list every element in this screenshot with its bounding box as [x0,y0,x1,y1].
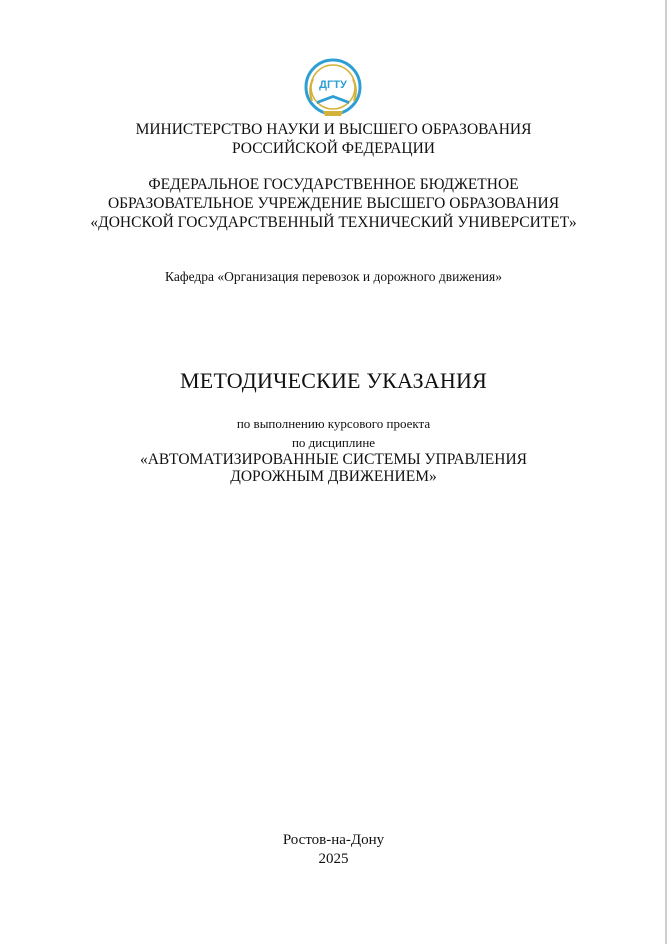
document-title-text: МЕТОДИЧЕСКИЕ УКАЗАНИЯ [180,368,487,393]
discipline-line: «АВТОМАТИЗИРОВАННЫЕ СИСТЕМЫ УПРАВЛЕНИЯ [139,451,527,468]
document-subtitle [0,414,667,452]
department-line: Кафедра «Организация перевозок и дорожного движения» [165,269,502,284]
subtitle-line: по выполнению курсового проекта [236,416,431,431]
footer-year: 2025 [318,851,349,867]
ministry-header [0,120,667,158]
institution-line: «ДОНСКОЙ ГОСУДАРСТВЕННЫЙ ТЕХНИЧЕСКИЙ УНИВЕРСИТЕТ» [90,214,577,231]
logo-ribbon [323,111,343,116]
institution-line: ОБРАЗОВАТЕЛЬНОЕ УЧРЕЖДЕНИЕ ВЫСШЕГО ОБРАЗОВАНИЯ [107,195,560,212]
subtitle-line: по дисциплине [291,435,376,450]
page-footer [0,831,667,869]
department-name [0,268,667,286]
institution-line: ФЕДЕРАЛЬНОЕ ГОСУДАРСТВЕННОЕ БЮДЖЕТНОЕ [148,176,519,193]
logo-book-icon [317,95,349,104]
document-title [0,367,667,395]
footer-city: Ростов-на-Дону [282,832,385,848]
discipline-line: ДОРОЖНЫМ ДВИЖЕНИЕМ» [230,468,437,485]
university-logo [303,57,363,123]
ministry-line: РОССИЙСКОЙ ФЕДЕРАЦИИ [232,140,435,157]
logo-text: ДГТУ [319,79,347,91]
institution-name [0,175,667,232]
ministry-line: МИНИСТЕРСТВО НАУКИ И ВЫСШЕГО ОБРАЗОВАНИЯ [135,121,532,138]
discipline-name [0,451,667,485]
